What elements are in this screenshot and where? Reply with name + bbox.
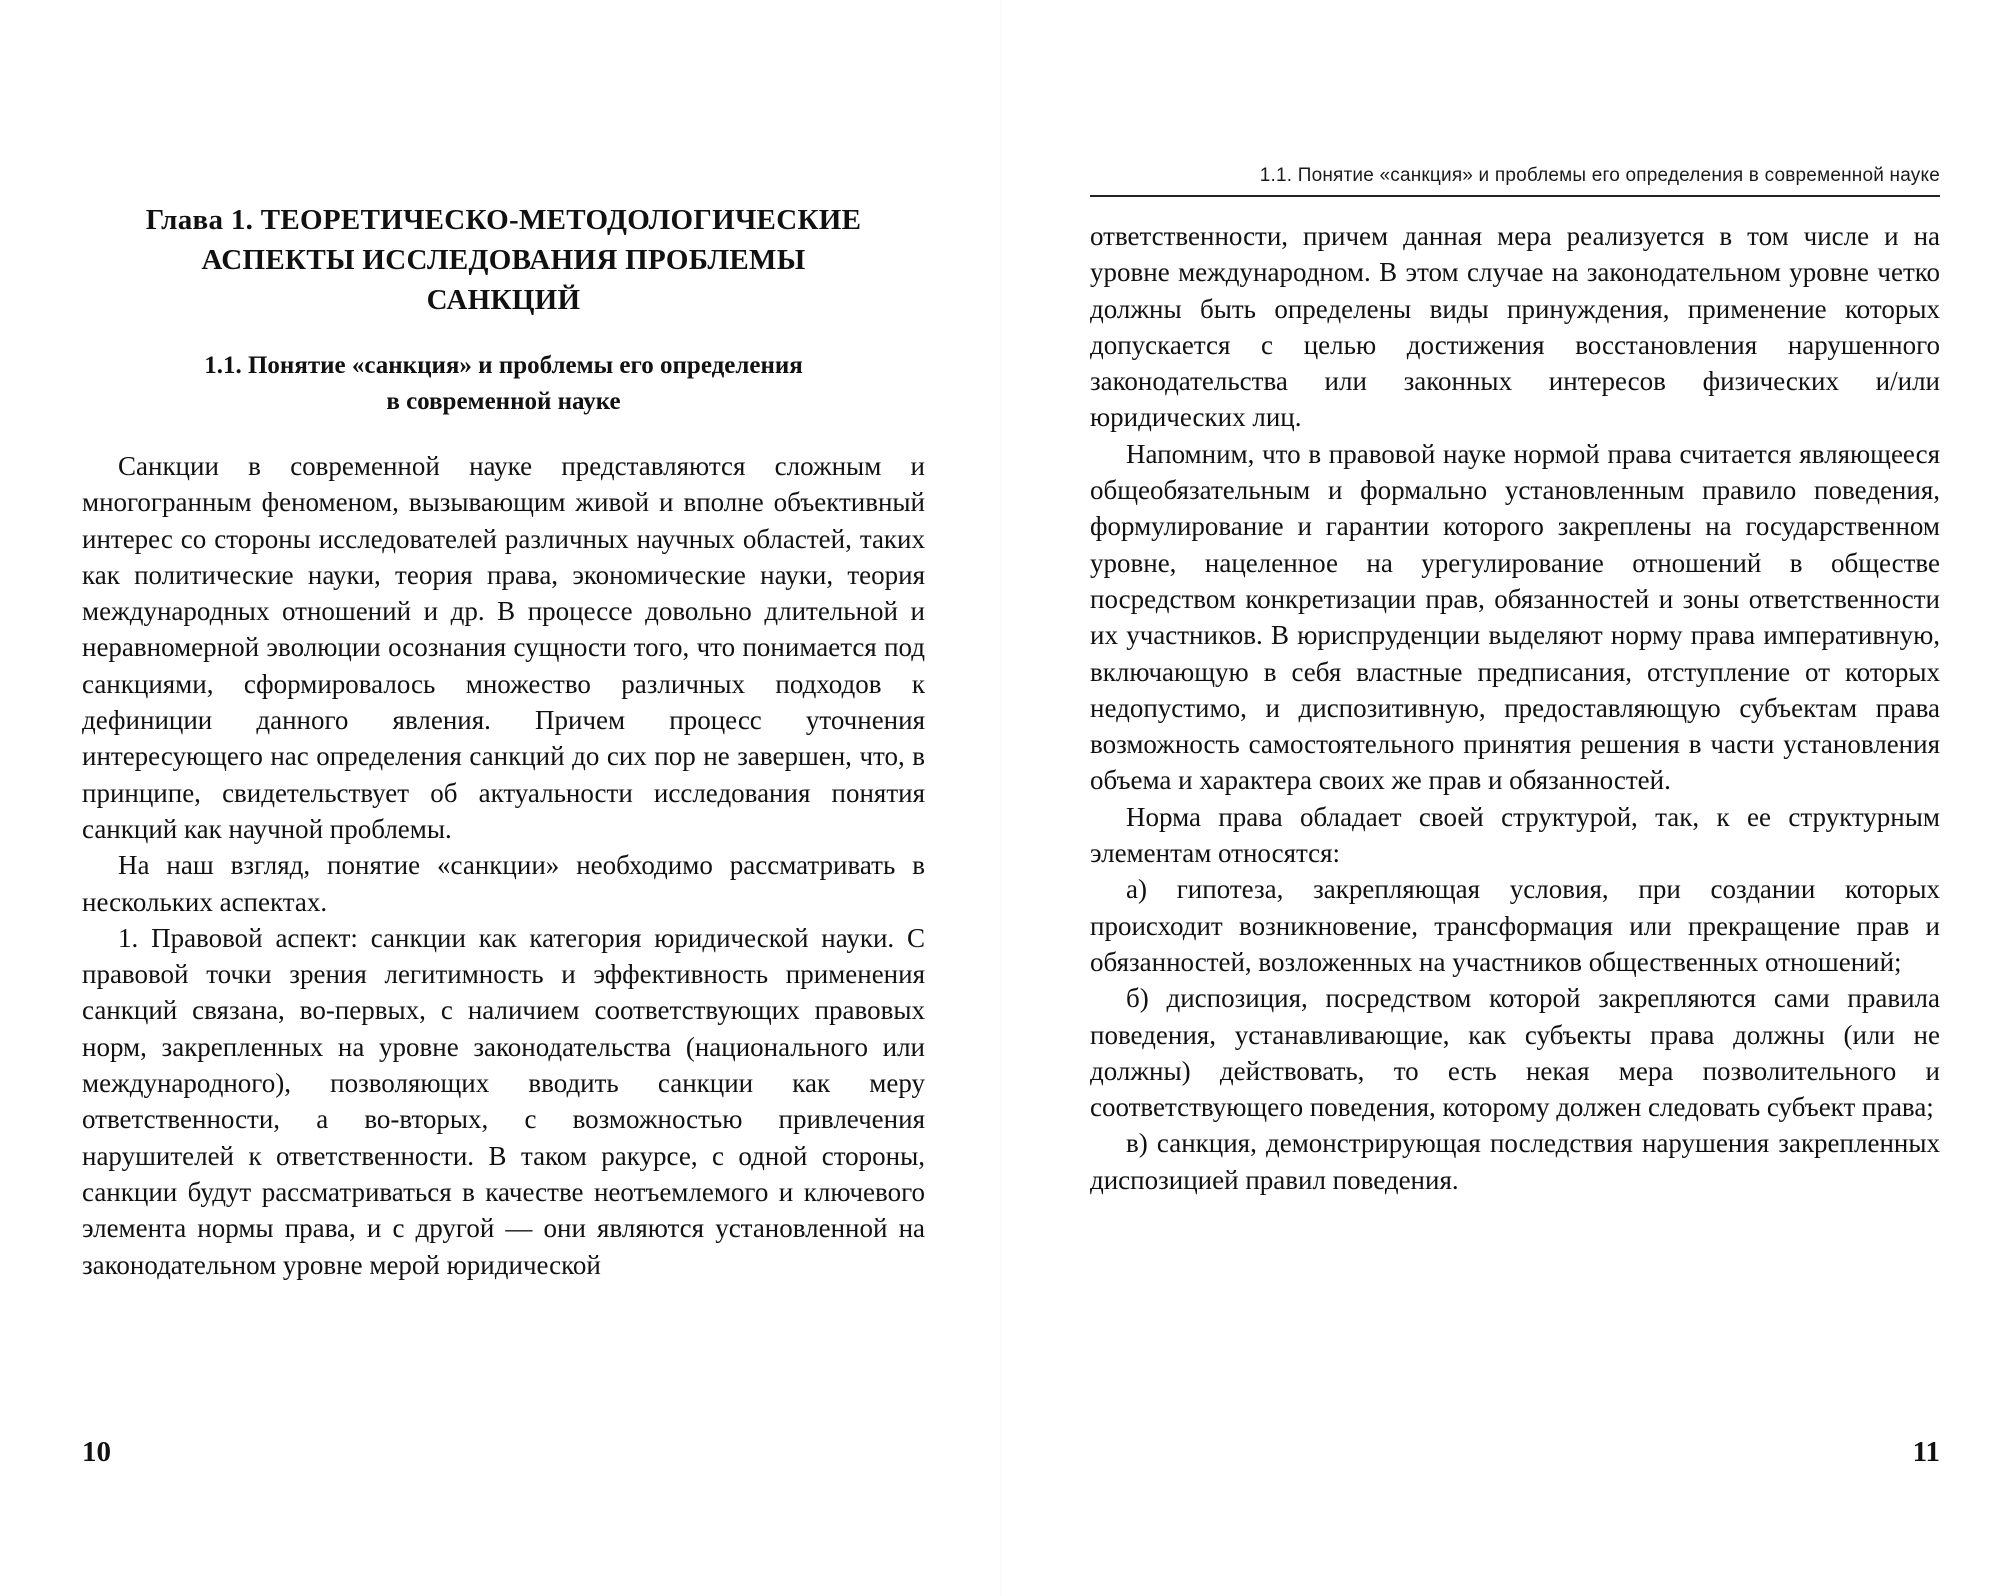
book-spine-shadow [1000, 0, 1002, 1596]
page-number: 10 [82, 1436, 111, 1468]
chapter-title [82, 200, 925, 320]
page-number: 11 [1912, 1436, 1940, 1468]
section-title [82, 348, 925, 420]
right-page [1090, 0, 1940, 1596]
section-title-line: в современной науке [386, 388, 621, 415]
chapter-title-line: САНКЦИЙ [426, 284, 581, 316]
body-paragraph: Санкции в современной науке представляются сложным и многогранным феноменом, вызывающим живой и вполне объективный интерес со стороны исследователей различных научных областей, таких как политические науки, теория права, экономические науки, теория международных отношений и др. В процессе довольно длительной и неравномерной эволюции осознания сущности того, что понимается под санкциями, сформировалось множество различных подходов к дефиниции данного явления. Причем процесс уточнения интересующего нас определения санкций до сих пор не завершен, что, в принципе, свидетельствует об актуальности исследования понятия санкций как научной проблемы. [82, 451, 925, 844]
section-title-line: 1.1. Понятие «санкция» и проблемы его определения [204, 352, 803, 379]
left-page-body [82, 448, 925, 1283]
right-page-body [1090, 218, 1940, 1198]
chapter-title-line: АСПЕКТЫ ИССЛЕДОВАНИЯ ПРОБЛЕМЫ [201, 244, 806, 276]
body-paragraph: Напомним, что в правовой науке нормой права считается являющееся общеобязательным и формально установленным правило поведения, формулирование и гарантии которого закреплены на государственном уровне, нацеленное на урегулирование отношений в обществе посредством конкретизации прав, обязанностей и зоны ответственности их участников. В юриспруденции выделяют норму права императивную, включающую в себя властные предписания, отступление от которых недопустимо, и диспозитивную, предоставляющую субъектам права возможность самостоятельного принятия решения в части установления объема и характера своих же прав и обязанностей. [1090, 438, 1940, 796]
body-paragraph: На наш взгляд, понятие «санкции» необходимо рассматривать в нескольких аспектах. [82, 850, 925, 917]
body-paragraph: Норма права обладает своей структурой, так, к ее структурным элементам относятся: [1090, 801, 1940, 869]
list-item: а) гипотеза, закрепляющая условия, при создании которых происходит возникновение, трансформация или прекращение прав и обязанностей, возложенных на участников общественных отношений; [1090, 874, 1940, 977]
list-item: б) диспозиция, посредством которой закрепляются сами правила поведения, устанавливающие, как субъекты права должны (или не должны) действовать, то есть некая мера позволительного и соответствующего поведения, которому должен следовать субъект права; [1090, 983, 1940, 1123]
chapter-title-line: Глава 1. ТЕОРЕТИЧЕСКО-МЕТОДОЛОГИЧЕСКИЕ [145, 204, 862, 236]
body-paragraph: 1. Правовой аспект: санкции как категория юридической науки. С правовой точки зрения легитимность и эффективность применения санкций связана, во-первых, с наличием соответствующих правовых норм, закрепленных на уровне законодательства (национального или международного), позволяющих вводить санкции как меру ответственности, а во-вторых, с возможностью привлечения нарушителей к ответственности. В таком ракурсе, с одной стороны, санкции будут рассматриваться в качестве неотъемлемого и ключевого элемента нормы права, и с другой — они являются установленной на законодательном уровне мерой юридической [82, 922, 925, 1280]
body-paragraph: ответственности, причем данная мера реализуется в том числе и на уровне международном. В этом случае на законодательном уровне четко должны быть определены виды принуждения, применение которых допускается с целью достижения восстановления нарушенного законодательства или законных интересов физических и/или юридических лиц. [1090, 221, 1940, 433]
running-head: 1.1. Понятие «санкция» и проблемы его определения в современной науке [1259, 165, 1940, 186]
running-head-rule [1090, 195, 1940, 197]
left-page [82, 0, 925, 1596]
list-item: в) санкция, демонстрирующая последствия нарушения закрепленных диспозицией правил поведения. [1090, 1128, 1940, 1195]
